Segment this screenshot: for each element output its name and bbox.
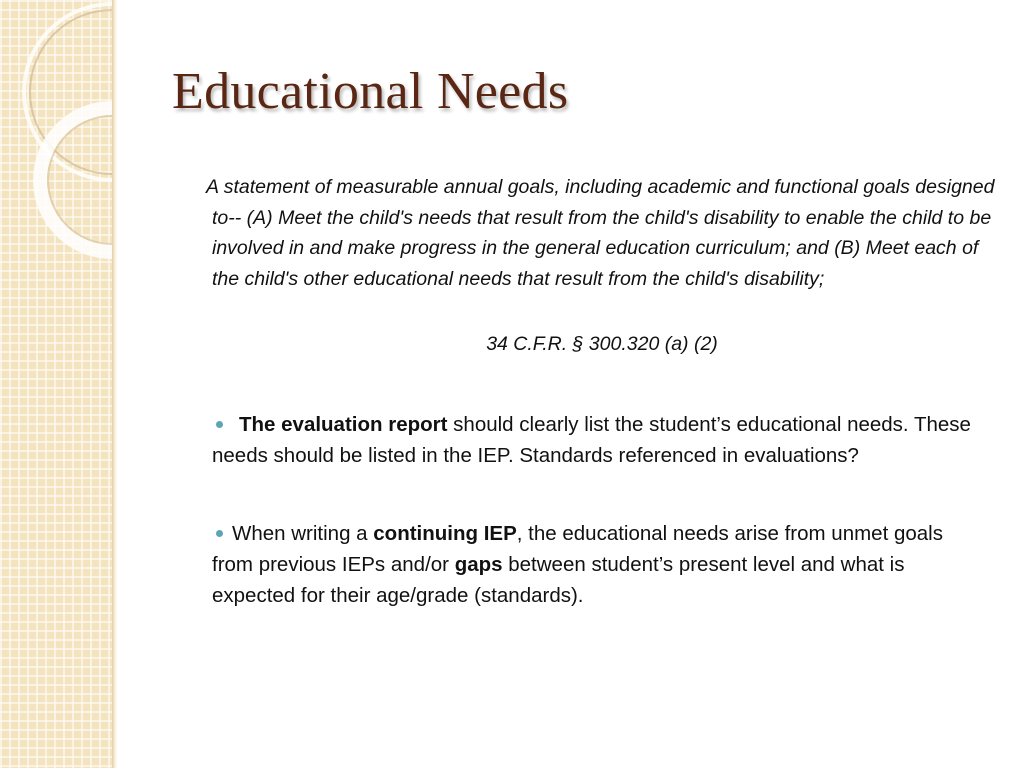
decorative-rings: [0, 0, 112, 768]
bold-phrase: The evaluation report: [239, 413, 448, 436]
slide-title: Educational Needs: [172, 63, 569, 120]
bullet-text: , the educational needs arise from unmet goals from previous IEPs and/or: [212, 522, 943, 576]
decorative-sidebar: [0, 0, 112, 768]
bullet-evaluation-report: [212, 409, 982, 471]
bullet-continuing-iep: [212, 518, 982, 611]
regulation-citation: 34 C.F.R. § 300.320 (a) (2): [486, 333, 718, 355]
bullet-list: [212, 409, 982, 658]
bold-phrase: gaps: [454, 553, 503, 576]
bullet-text: When writing a: [232, 522, 374, 545]
bullet-dot-icon: [216, 530, 223, 537]
sidebar-edge: [112, 0, 118, 768]
bullet-text: should clearly list the student’s educational needs. These needs should be listed in the IEP. Standards referenced in evaluations?: [212, 413, 971, 467]
bullet-text: between student’s present level and what is expected for their age/grade (standards).: [212, 553, 905, 607]
regulation-quote: [206, 172, 1002, 294]
quote-text: A statement of measurable annual goals, including academic and functional goals designed to-- (A) Meet the child's needs that result from the child's disability to enable the child to be involved in and make progress in the general education curriculum; and (B) Meet each of the child's other educational needs that result from the child's disability;: [206, 176, 995, 290]
bullet-dot-icon: [216, 421, 223, 428]
bold-phrase: continuing IEP: [373, 522, 517, 545]
